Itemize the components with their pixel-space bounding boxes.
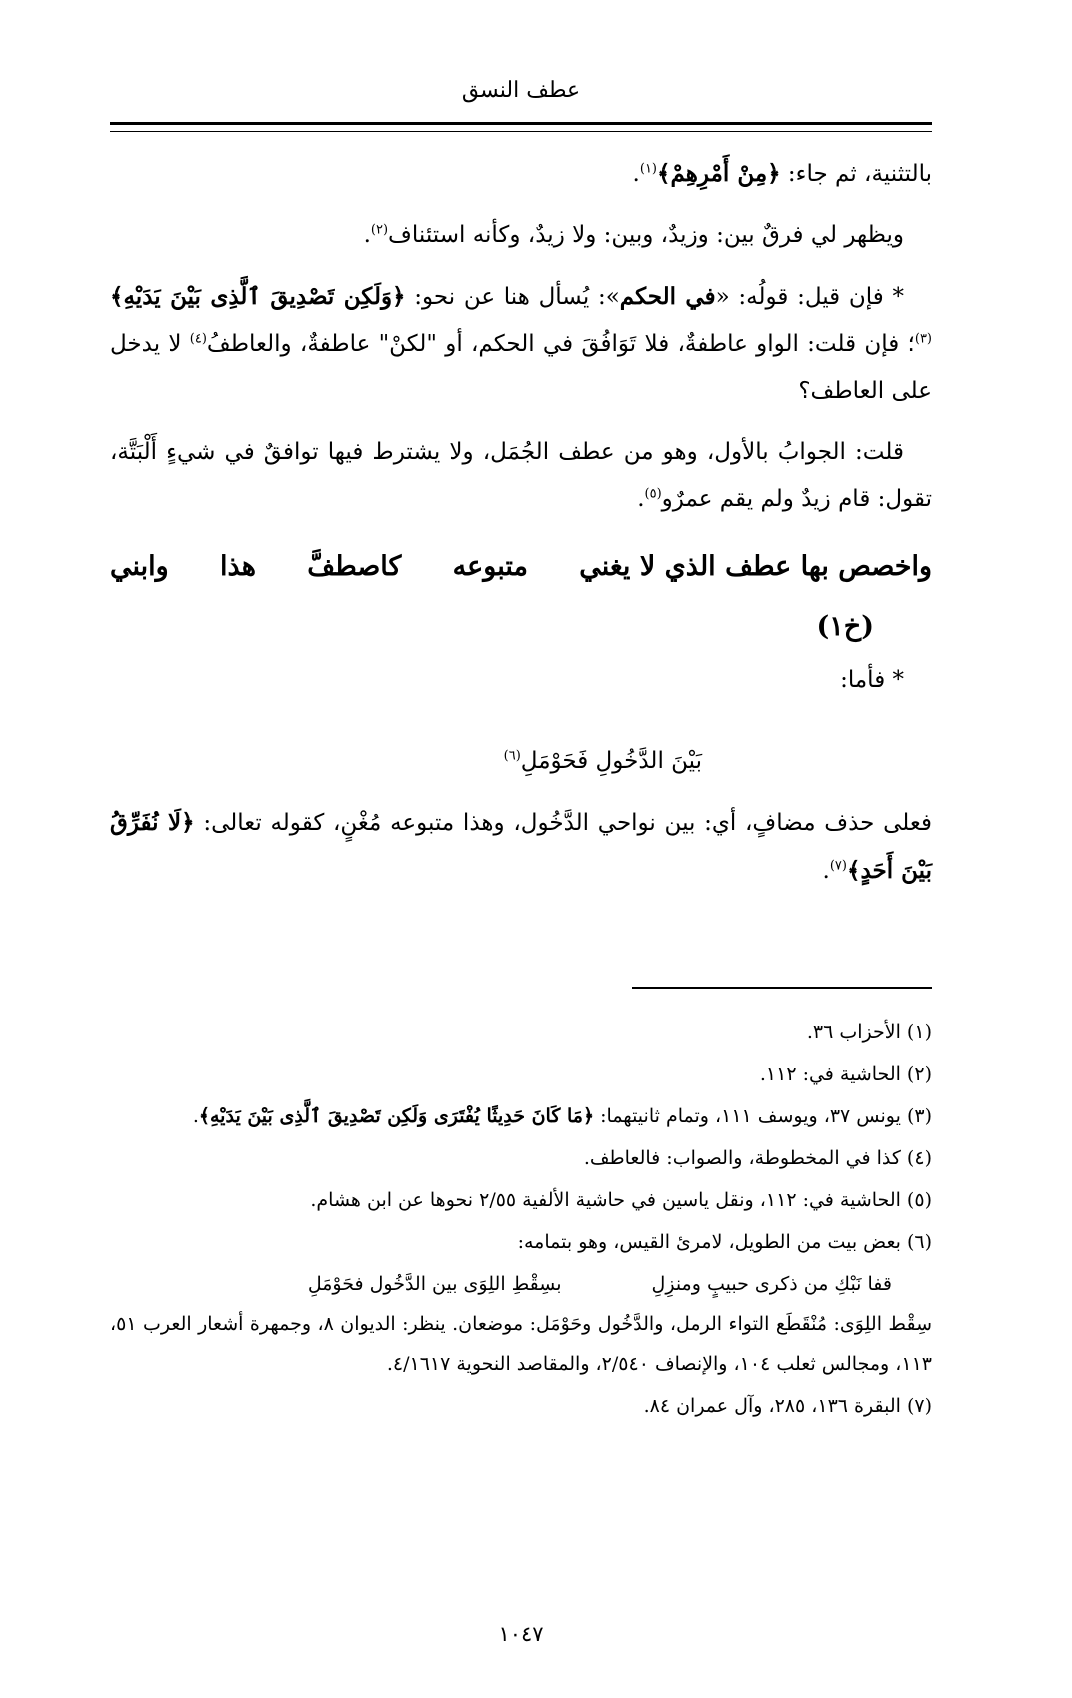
verse-word: وابني xyxy=(110,551,169,582)
footnote-5: (٥) الحاشية في: ١١٢، ونقل ياسين في حاشية الألفية ٢/٥٥ نحوها عن ابن هشام. xyxy=(310,1189,932,1211)
footnote-ref: (٣) xyxy=(914,331,932,347)
footnote-ref: (٢) xyxy=(370,222,389,238)
alfiyya-verse xyxy=(110,537,932,657)
footnote-ref: (٤) xyxy=(189,331,207,347)
footnote-7: (٧) البقرة ١٣٦، ٢٨٥، وآل عمران ٨٤. xyxy=(643,1395,932,1417)
footnote-poem xyxy=(110,1264,932,1304)
page-number: ١٠٤٧ xyxy=(498,1622,544,1646)
footnote-ref: (١) xyxy=(639,161,657,177)
paragraph-2: ويظهر لي فرقٌ بين: وزيدٌ، وبين: ولا زيدٌ، وكأنه استئناف$^{(٢)}$. xyxy=(363,222,904,248)
footnote-separator xyxy=(632,987,932,989)
quran-quote: ﴿مَا كَانَ حَدِيثًا يُفْتَرَى وَلَكِن تَصْدِيقَ ٱلَّذِى بَيْنَ يَدَيْهِ﴾ xyxy=(198,1105,595,1127)
footnotes xyxy=(110,1012,932,1428)
verse-line xyxy=(110,537,932,597)
footnote-4: (٤) كذا في المخطوطة، والصواب: فالعاطف. xyxy=(583,1147,932,1169)
poem-hemistich-1: قفا نَبْكِ من ذكرى حبيبٍ ومنزِلِ xyxy=(651,1273,892,1295)
footnote-6: (٦) بعض بيت من الطويل، لامرئ القيس، وهو بتمامه: xyxy=(517,1231,932,1253)
running-header: عطف النسق xyxy=(461,78,581,103)
main-text xyxy=(110,150,932,909)
footnote-3: (٣) يونس ٣٧، ويوسف ١١١، وتمام ثانيتهما: ﴿مَا كَانَ حَدِيثًا يُفْتَرَى وَلَكِن تَصْدِيقَ ٱلَّذِى بَيْنَ يَدَيْهِ﴾. xyxy=(192,1105,932,1127)
footnote-6-note: سِقْط اللِوَى: مُنْقَطَع التواء الرمل، والدَّخُول وحَوْمَل: موضعان. ينظر: الديوان ٨، وجمهرة أشعار العرب ٥١، ١١٣، ومجالس ثعلب ١٠٤، والإنصاف ٢/٥٤٠، والمقاصد النحوية ٤/١٦١٧. xyxy=(110,1313,933,1375)
paragraph-4: قلت: الجوابُ بالأول، وهو من عطف الجُمَل، ولا يشترط فيها توافقٌ في شيءٍ أَلْبَتَّة، تقول: قام زيدٌ ولم يقم عمرٌو$^{(٥)}$. xyxy=(110,439,932,512)
quran-quote: ﴿وَلَكِن تَصْدِيقَ ٱلَّذِى بَيْنَ يَدَيْهِ﴾ xyxy=(110,283,406,310)
page xyxy=(110,0,932,1698)
poem-hemistich-2: بسِقْطِ اللِوَى بين الدَّخُول فحَوْمَلِ xyxy=(307,1273,562,1295)
verse-word: هذا xyxy=(220,551,256,582)
quran-quote: ﴿مِنْ أَمْرِهِمْ﴾ xyxy=(657,160,781,187)
footnote-ref: (٦) xyxy=(503,748,521,764)
footnote-ref: (٥) xyxy=(644,486,662,502)
paragraph-3: * فإن قيل: قولُه: «في الحكم»: يُسأل هنا عن نحو: ﴿وَلَكِن تَصْدِيقَ ٱلَّذِى بَيْنَ يَدَيْهِ﴾$^{(٣)}$؛ فإن قلت: الواو عاطفةٌ، فلا تَوَافُقَ في الحكم، أو "لكنْ" عاطفةٌ، والعاطفُ$^{(٤)}$ لا يدخل على العاطف؟ xyxy=(110,283,932,404)
header-rule-thick xyxy=(110,122,932,125)
verse-word: كاصطفَّ xyxy=(307,551,402,582)
verse-word: متبوعه xyxy=(452,551,528,582)
quran-quote: ﴿لَا نُفَرِّقُ بَيْنَ أَحَدٍ﴾ xyxy=(110,809,932,884)
footnote-2: (٢) الحاشية في: ١١٢. xyxy=(759,1063,932,1085)
footnote-1: (١) الأحزاب ٣٦. xyxy=(806,1021,932,1043)
verse-code: (خ١) xyxy=(816,611,874,642)
bold-term: في الحكم xyxy=(619,283,716,310)
verse-hemistich-1: واخصص بها عطف الذي لا يغني xyxy=(579,551,932,582)
paragraph-5: * فأما: xyxy=(840,667,904,693)
paragraph-1: بالتثنية، ثم جاء: ﴿مِنْ أَمْرِهِمْ﴾$^{(١)}$. xyxy=(632,160,932,187)
footnote-ref: (٧) xyxy=(829,858,847,874)
poem-quote: بَيْنَ الدَّخُولِ فَحَوْمَلِ$^{(٦)}$ xyxy=(503,748,702,774)
paragraph-6: فعلى حذف مضافٍ، أي: بين نواحي الدَّخُول، وهذا متبوعه مُغْنٍ، كقوله تعالى: ﴿لَا نُفَرِّقُ بَيْنَ أَحَدٍ﴾$^{(٧)}$. xyxy=(110,809,932,884)
header-rule-thin xyxy=(110,131,932,132)
